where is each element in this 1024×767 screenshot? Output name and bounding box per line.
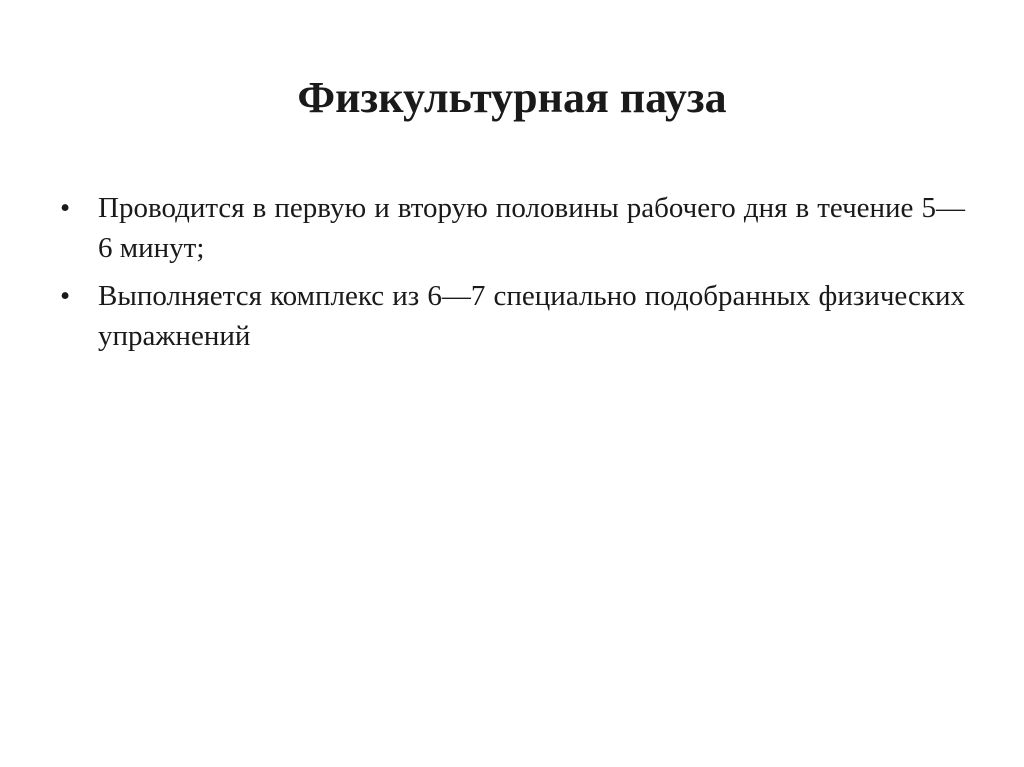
bullet-marker: • (60, 280, 71, 312)
slide-title: Физкультурная пауза (297, 73, 727, 122)
bullet-text: Выполняется комплекс из 6—7 специально подобранных физических упражнений (98, 280, 965, 352)
bullet-text: Проводится в первую и вторую половины рабочего дня в течение 5—6 минут; (98, 192, 965, 264)
bullet-item (60, 188, 965, 268)
bullet-list (60, 188, 965, 364)
bullet-item (60, 276, 965, 356)
bullet-marker: • (60, 192, 71, 224)
